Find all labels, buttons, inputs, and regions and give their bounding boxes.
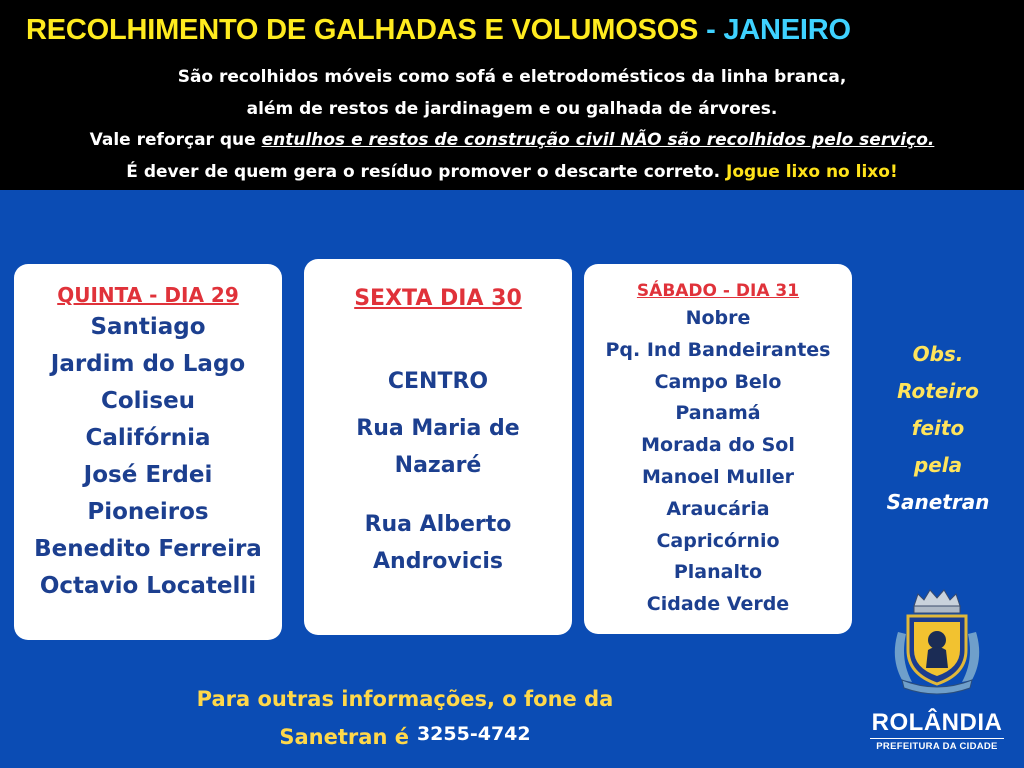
schedule-card-thursday <box>14 264 282 640</box>
area-item: Rua Maria de <box>356 416 520 441</box>
title-main: RECOLHIMENTO DE GALHADAS E VOLUMOSOS <box>26 14 699 46</box>
phone-number: 3255-4742 <box>416 723 531 745</box>
area-item: Pq. Ind Bandeirantes <box>605 338 831 361</box>
page-title <box>26 14 851 47</box>
intro-line-3-a: Vale reforçar que <box>89 130 262 150</box>
area-list <box>584 303 852 621</box>
brand-block <box>862 710 1012 752</box>
intro-line-1: São recolhidos móveis como sofá e eletrodomésticos da linha branca, <box>177 67 847 87</box>
area-list <box>14 309 282 605</box>
brand-name: ROLÂNDIA <box>871 709 1003 736</box>
day-heading: QUINTA - DIA 29 <box>57 283 239 307</box>
area-item: Panamá <box>675 402 761 425</box>
day-heading: SÁBADO - DIA 31 <box>636 281 800 301</box>
brand-subtitle: PREFEITURA DA CIDADE <box>870 738 1004 752</box>
note-line: Roteiro <box>897 379 979 403</box>
area-item: Octavio Locatelli <box>39 573 257 599</box>
area-item: Benedito Ferreira <box>34 536 262 562</box>
area-item: Androvicis <box>373 549 503 574</box>
area-item: Cidade Verde <box>646 593 790 616</box>
intro-text <box>0 62 1024 188</box>
area-item: Morada do Sol <box>641 434 795 457</box>
city-coat-of-arms-icon <box>892 588 982 696</box>
area-item: Campo Belo <box>654 370 782 393</box>
note-line: feito <box>911 416 965 440</box>
intro-line-3 <box>0 125 1024 157</box>
area-item: Califórnia <box>85 425 211 451</box>
area-item: Rua Alberto <box>364 512 512 537</box>
title-month: - JANEIRO <box>706 14 851 46</box>
area-item: Araucária <box>666 497 770 520</box>
slogan: Jogue lixo no lixo! <box>726 161 898 182</box>
intro-line-4 <box>0 157 1024 189</box>
schedule-card-friday <box>304 259 572 635</box>
area-item: Coliseu <box>100 388 196 414</box>
area-item: Jardim do Lago <box>50 351 246 377</box>
schedule-card-saturday <box>584 264 852 634</box>
note-line: pela <box>913 453 963 477</box>
contact-line-2-text: Sanetran é <box>279 725 409 749</box>
intro-line-4-a: É dever de quem gera o resíduo promover o descarte correto. <box>126 161 726 182</box>
contact-info <box>130 680 680 757</box>
area-item: Planalto <box>673 561 763 584</box>
area-item: Capricórnio <box>656 529 780 552</box>
route-note <box>870 336 1006 521</box>
intro-line-2: além de restos de jardinagem e ou galhada de árvores. <box>246 98 778 119</box>
header-banner <box>0 0 1024 190</box>
note-line: Obs. <box>912 342 964 366</box>
contact-line-1: Para outras informações, o fone da <box>196 687 614 711</box>
note-line: Sanetran <box>886 490 990 514</box>
area-item: CENTRO <box>387 369 489 394</box>
intro-warning: entulhos e restos de construção civil NÃO são recolhidos pelo serviço. <box>261 130 935 150</box>
contact-line-2 <box>130 718 680 757</box>
area-item: Nazaré <box>394 453 482 478</box>
day-heading: SEXTA DIA 30 <box>354 286 522 311</box>
area-item: Pioneiros <box>87 499 209 525</box>
area-item: Manoel Muller <box>641 465 795 488</box>
area-item: Santiago <box>90 314 206 340</box>
area-item: Nobre <box>685 307 751 329</box>
area-item: José Erdei <box>83 462 213 488</box>
